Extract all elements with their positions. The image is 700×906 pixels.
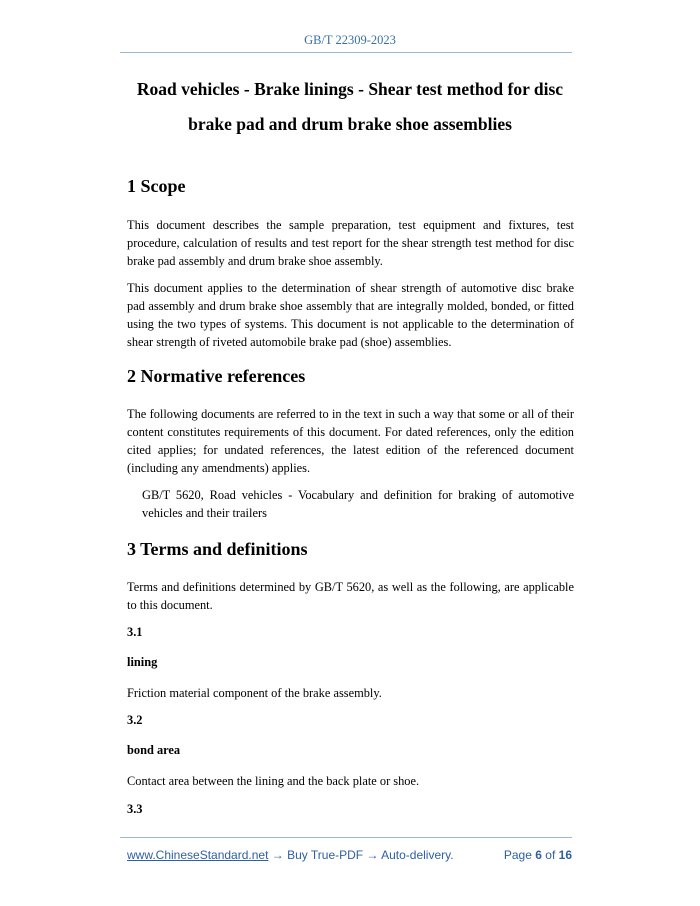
term-name-bond-area: bond area [127,743,181,757]
chinesestandard-link[interactable]: www.ChineseStandard.net [127,848,269,862]
term-number-3-2: 3.2 [127,713,143,727]
page-footer [127,848,572,862]
page-of: of [545,848,556,862]
page-indicator [504,848,572,862]
footer-divider [120,837,572,838]
section-heading-scope: 1 Scope [127,176,186,196]
header-divider [120,52,572,53]
term-number-3-3: 3.3 [127,802,143,816]
footer-tagline: → Buy True-PDF → Auto-delivery. [268,848,454,862]
scope-paragraph-1: This document describes the sample preparation, test equipment and fixtures, test procedure, calculation of results and test report for the shear strength test method for disc brake pad assembly and drum brake shoe assembly. [127,218,574,268]
header-standard-code: GB/T 22309-2023 [304,33,396,47]
scope-paragraph-2: This document applies to the determination of shear strength of automotive disc brake pad assembly and drum brake shoe assembly that are integrally molded, bonded, or fitted using the two types of systems. This document is not applicable to the determination of shear strength of riveted automobile brake pad (shoe) assemblies. [127,281,574,349]
normative-reference-1: GB/T 5620, Road vehicles - Vocabulary and definition for braking of automotive vehicles and their trailers [142,488,574,520]
terms-paragraph-1: Terms and definitions determined by GB/T 5620, as well as the following, are applicable to this document. [127,580,574,612]
title-line-2: brake pad and drum brake shoe assemblies [188,114,512,134]
term-name-lining: lining [127,655,158,669]
title-line-1: Road vehicles - Brake linings - Shear test method for disc [136,79,564,99]
term-definition-lining: Friction material component of the brake assembly. [127,686,382,700]
section-heading-terms: 3 Terms and definitions [127,539,308,559]
page-label: Page [503,848,532,862]
term-number-3-1: 3.1 [127,625,143,639]
page-total: 16 [558,848,572,862]
term-definition-bond-area: Contact area between the lining and the back plate or shoe. [127,774,420,788]
normative-paragraph-1: The following documents are referred to in the text in such a way that some or all of their content constitutes requirements of this document. For dated references, only the edition cited applies; for undated references, the latest edition of the referenced document (including any amendments) applies. [127,407,574,475]
page-current: 6 [535,848,542,862]
document-title [120,74,580,140]
section-heading-normative: 2 Normative references [127,366,306,386]
